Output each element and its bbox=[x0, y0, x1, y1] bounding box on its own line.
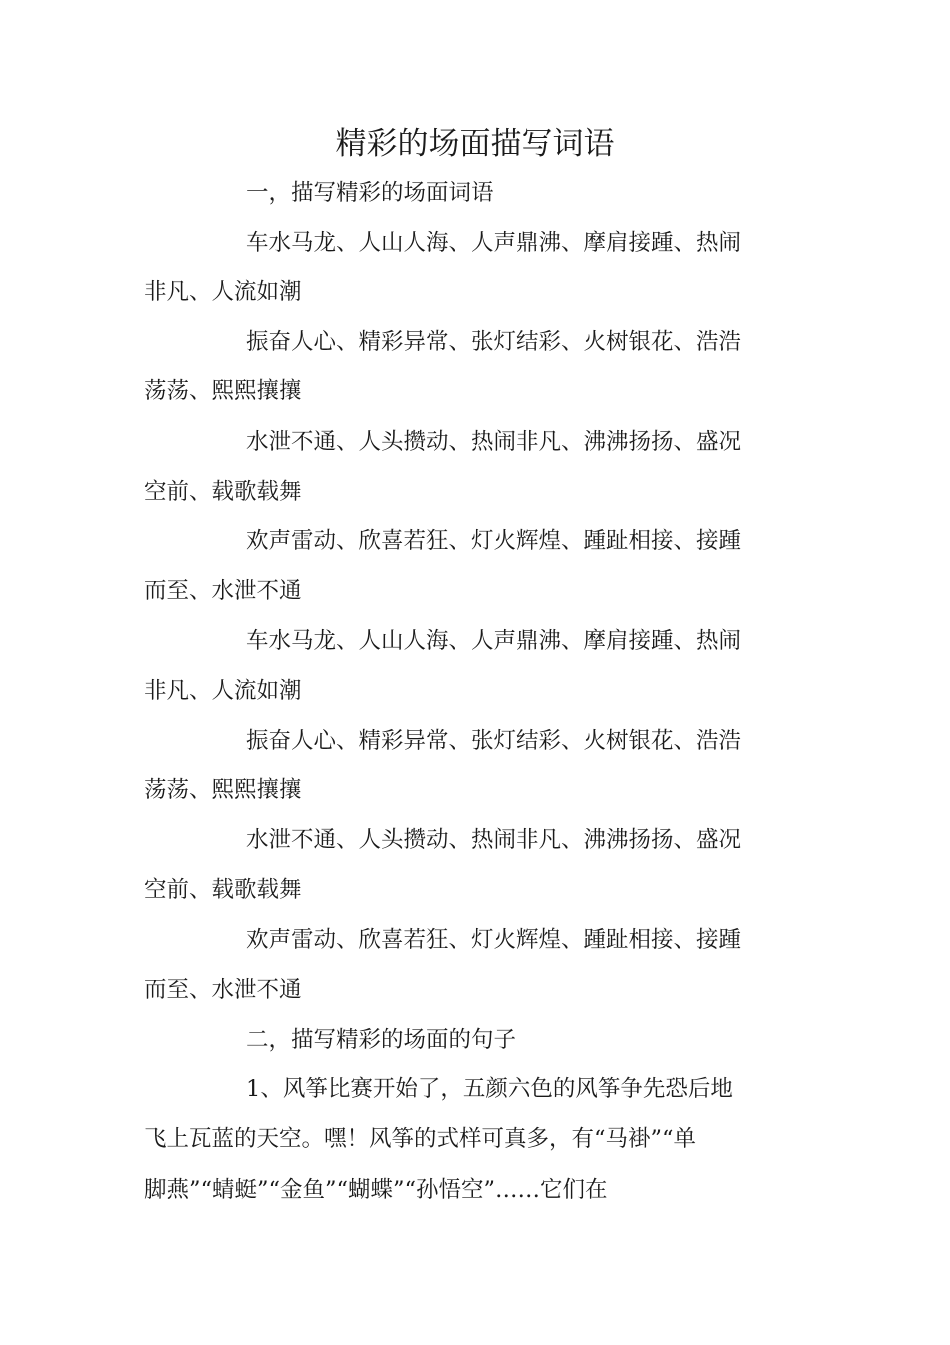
paragraph-line: 水泄不通、人头攒动、热闹非凡、沸沸扬扬、盛况 bbox=[246, 429, 742, 455]
paragraph-line: 车水马龙、人山人海、人声鼎沸、摩肩接踵、热闹 bbox=[246, 628, 742, 654]
paragraph-line: 水泄不通、人头攒动、热闹非凡、沸沸扬扬、盛况 bbox=[246, 827, 742, 853]
paragraph-line: 空前、载歌载舞 bbox=[144, 479, 302, 505]
paragraph-line: 非凡、人流如潮 bbox=[144, 678, 302, 704]
paragraph-line: 荡荡、熙熙攘攘 bbox=[144, 777, 302, 803]
sentence-line: 脚燕”“蜻蜓”“金鱼”“蝴蝶”“孙悟空”……它们在 bbox=[144, 1177, 608, 1203]
sentence-line: 飞上瓦蓝的天空。嘿！风筝的式样可真多，有“马褂”“单 bbox=[144, 1126, 697, 1152]
paragraph-line: 欢声雷动、欣喜若狂、灯火辉煌、踵趾相接、接踵 bbox=[246, 927, 742, 953]
paragraph-line: 而至、水泄不通 bbox=[144, 578, 302, 604]
paragraph-line: 欢声雷动、欣喜若狂、灯火辉煌、踵趾相接、接踵 bbox=[246, 528, 742, 554]
sentence-line: 1、风筝比赛开始了，五颜六色的风筝争先恐后地 bbox=[246, 1076, 733, 1102]
paragraph-line: 振奋人心、精彩异常、张灯结彩、火树银花、浩浩 bbox=[246, 329, 742, 355]
paragraph-line: 而至、水泄不通 bbox=[144, 977, 302, 1003]
paragraph-line: 荡荡、熙熙攘攘 bbox=[144, 378, 302, 404]
section-heading-2: 二，描写精彩的场面的句子 bbox=[246, 1027, 517, 1053]
paragraph-line: 空前、载歌载舞 bbox=[144, 877, 302, 903]
section-heading-1: 一，描写精彩的场面词语 bbox=[246, 180, 494, 206]
paragraph-line: 非凡、人流如潮 bbox=[144, 279, 302, 305]
paragraph-line: 车水马龙、人山人海、人声鼎沸、摩肩接踵、热闹 bbox=[246, 230, 742, 256]
paragraph-line: 振奋人心、精彩异常、张灯结彩、火树银花、浩浩 bbox=[246, 728, 742, 754]
page-title: 精彩的场面描写词语 bbox=[335, 126, 615, 162]
